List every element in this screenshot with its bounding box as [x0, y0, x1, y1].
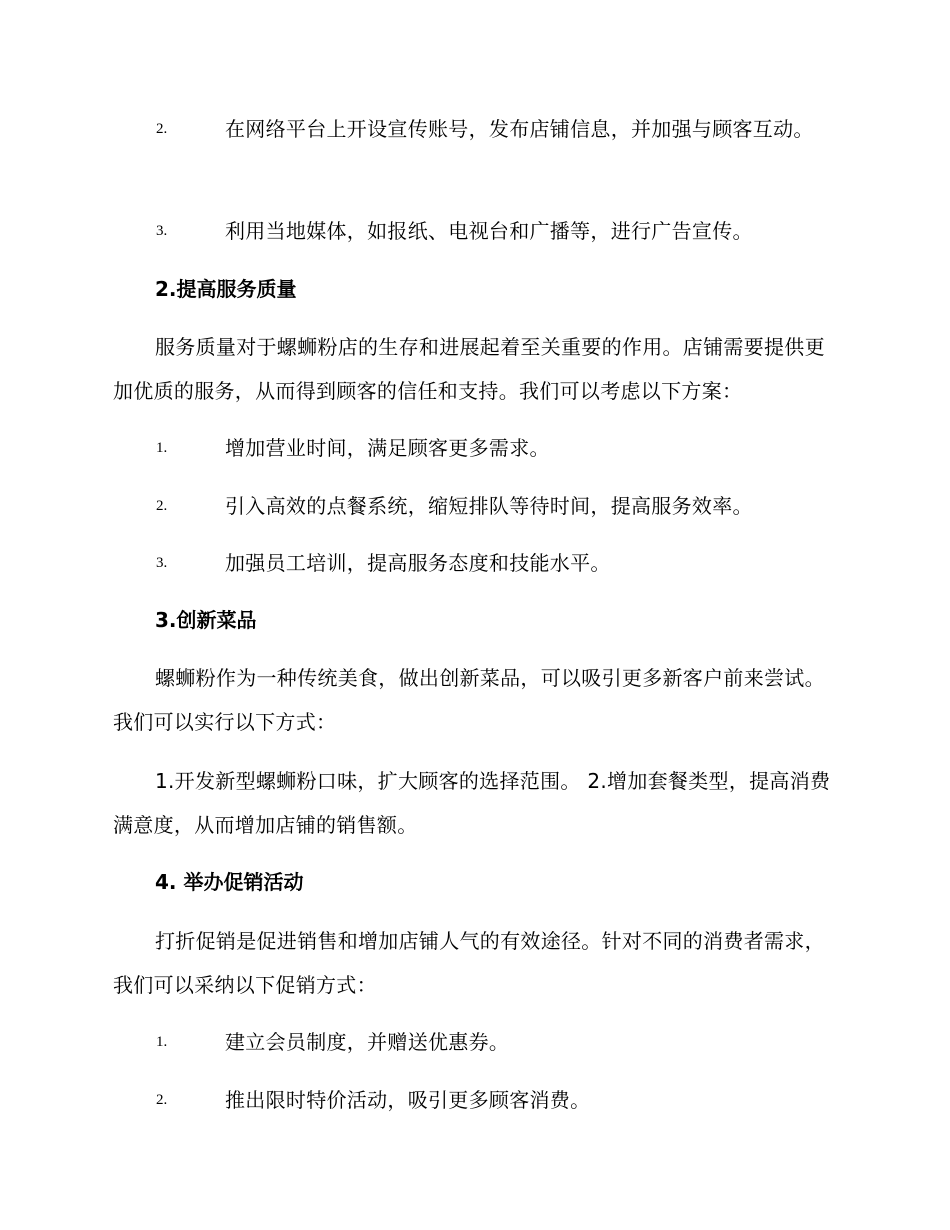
list-number: 3.: [156, 555, 168, 571]
list-number: 2.: [156, 1092, 168, 1108]
list-item: [113, 107, 833, 151]
paragraph: 服务质量对于螺蛳粉店的生存和进展起着至关重要的作用。店铺需要提供更加优质的服务，从而得到顾客的信任和支持。我们可以考虑以下方案：: [113, 335, 825, 403]
list-item: [113, 484, 833, 528]
list-item: [113, 1020, 833, 1064]
list-text: 加强员工培训，提高服务态度和技能水平。: [225, 551, 611, 575]
list-item: [113, 1078, 833, 1122]
list-number: 1.: [156, 1034, 168, 1050]
list-text: 利用当地媒体，如报纸、电视台和广播等，进行广告宣传。: [225, 219, 753, 243]
section-heading: 2.提高服务质量: [155, 277, 297, 301]
list-text: 建立会员制度，并赠送优惠券。: [225, 1030, 510, 1054]
paragraph: 打折促销是促进销售和增加店铺人气的有效途径。针对不同的消费者需求，我们可以采纳以下促销方式：: [113, 929, 825, 997]
list-item: [113, 426, 833, 470]
paragraph: 1.开发新型螺蛳粉口味，扩大顾客的选择范围。 2.增加套餐类型，提高消费满意度，从而增加店铺的销售额。: [113, 769, 831, 837]
list-number: 1.: [156, 440, 168, 456]
list-text: 推出限时特价活动，吸引更多顾客消费。: [225, 1088, 591, 1112]
list-text: 在网络平台上开设宣传账号，发布店铺信息，并加强与顾客互动。: [225, 117, 814, 141]
list-number: 2.: [156, 121, 168, 137]
list-item: [113, 541, 833, 585]
section-heading: 3.创新菜品: [155, 608, 257, 632]
list-text: 引入高效的点餐系统，缩短排队等待时间，提高服务效率。: [225, 494, 753, 518]
list-number: 2.: [156, 498, 168, 514]
list-item: [113, 209, 833, 253]
paragraph: 螺蛳粉作为一种传统美食，做出创新菜品，可以吸引更多新客户前来尝试。我们可以实行以下方式：: [113, 666, 825, 734]
section-heading: 4. 举办促销活动: [155, 870, 304, 894]
list-number: 3.: [156, 223, 168, 239]
list-text: 增加营业时间，满足顾客更多需求。: [225, 436, 550, 460]
